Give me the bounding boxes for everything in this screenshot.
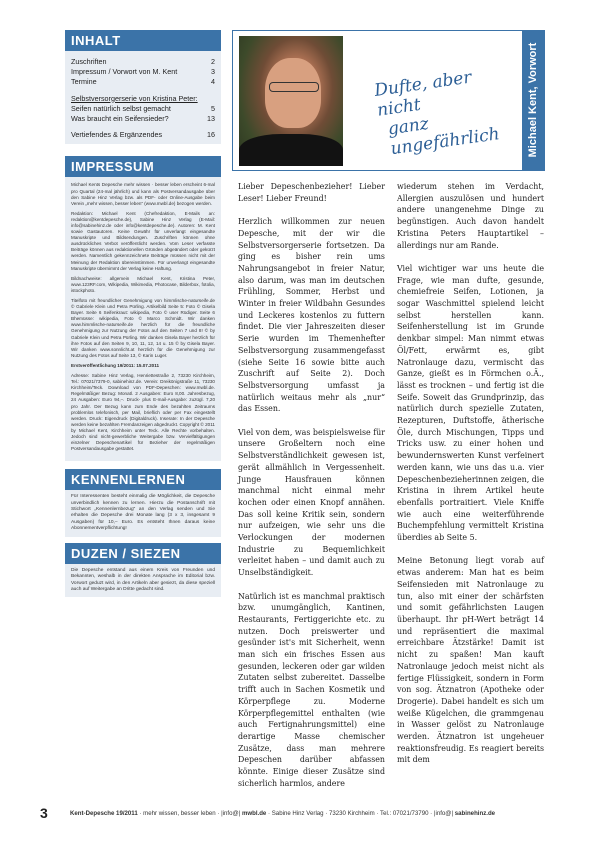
header-box [232,30,545,171]
impressum-body [65,177,221,461]
duzen-body: Die Depesche entstand aus einem Kreis von Freunden und Bekannten, weshalb in der direkten Ansprache im Editorial bzw. Vorwort geduzt wird, in den Artikeln aber gesiezt, da diese speziell auch auf Weitergabe an Dritte gedacht sind. [65,564,221,598]
duzen-heading: DUZEN / SIEZEN [65,543,221,564]
page-footer: Kent-Depesche 19/2011 · mehr wissen, besser leben · |info@| mwbl.de · Sabine Hinz Verlag · 73230 Kirchheim · Tel.: 07021/73790 · |info@| sabinehinz.de [70,810,496,817]
impressum-paragraph: Adresse: Sabine Hinz Verlag, Henriettestraße 2, 73230 Kirchheim, Tel.: 07021/7379-0, sabinehinz.de. Verein: Dreikönigstraße 11, 73230 Kirchheim/Teck. Download von PDF-Depeschen: www.mwbl.de. Regelmäßiger Bezug: Monatl. 2 Ausgaben: Euro 8,00. Jahresbezug, 24 Ausgaben: Euro 94,–. Druck- plus E-mail-Ausgabe: zuzügl. 7,20 pro Jahr. Der Bezug kann zum Ende des bezahlten Zeitraums problemlos telefonisch, per Mail, brieflich oder per Fax eingestellt werden. Druck: Eigendruck (Digitaldruck). Inserate: In der Depesche werden keine bezahlten Fremdanzeigen abgedruckt. Copyright © 2011 by Michael Kent, Kirchheim unter Teck. Alle Rechte vorbehalten. Jedoch sind nicht-gewerbliche Weitergabe bzw. Vervielfältigungen einzelner Depeschenartikel für Bezieher der regelmäßigen Postversandausgabe gestattet. [71,373,215,452]
body-paragraph: Herzlich willkommen zur neuen Depesche, mit der wir die Selbstversorgerserie fortsetzen. Da ging es bisher rein ums Nahrungsangebot in freier Natur, also darum, was man im deutschen Frühling, Sommer, Herbst und Winter in freier Wildbahn Gesundes und Leckeres kostenlos zu futtern findet. Die vier Jahreszeiten dieser Serie wurden im Themenhefter Selbstversorgung zusammengefasst (siehe Seite 16 sowie bitte auch Zuschrift auf Seite 2). Doch Selbstversorgung umfasst ja natürlich weitaus mehr als „nur“ das Essen. [238,217,385,414]
impressum-paragraph: Erstveröffentlichung 19/2011: 15.07.2011 [71,362,160,368]
footer-link-sabinehinz[interactable]: sabinehinz.de [454,810,496,817]
impressum-paragraph: Redaktion: Michael Kent (Chefredaktion, E-Mails an: redaktion@kentdepesche.de), Sabine Hinz Verlag (E-Mail: info@sabinehinz.de oder info@kentdepesche.de). Autoren: M. Kent sowie Gastautoren. Keine Gewähr für unverlangt eingesandte Manuskripte und Bildsendungen. Zuschriften können ohne ausdrückliches Verbot veröffentlicht werden. Vom Leser verfasste Beiträge können aus redaktionellen Gründen abgeändert oder gekürzt werden. Namentlich gekennzeichnete Beiträge müssen nicht mit der Meinung der Redaktion übereinstimmen. Für unverlangt eingesandte Manuskripte übernimmt der Verlag keine Haftung. [71,210,215,271]
toc-row[interactable]: Zuschriften 2 [71,57,215,66]
kennenlernen-heading: KENNENLERNEN [65,469,221,490]
author-photo [239,36,343,166]
body-column-2 [397,181,544,778]
toc-row[interactable]: Vertiefendes & Ergänzendes 16 [71,130,215,140]
footer-link-mwbl[interactable]: mwbl.de [241,810,267,817]
body-paragraph: Lieber Depeschenbezieher! Lieber Leser! Lieber Freund! [238,182,385,203]
kennenlernen-body: Für Interessenten besteht einmalig die Möglichkeit, die Depesche unverbindlich kennen zu lernen. Hierzu die Postanschrift mit Stichwort „Kennenlernbezug“ an den Verlag senden und Sie erhalten die Depesche drei Monate lang (3 x 3, insgesamt 9 Ausgaben) für 10,– Euro. Es entsteht Ihnen daraus keine Abonnementverpflichtung! [65,490,221,536]
body-paragraph: Natürlich ist es manchmal praktisch bzw. unumgänglich, Kantinen, Restaurants, Fertiggerichte etc. zu nutzen. Doch preiswerter und gesünder ist's mit Sicherheit, wenn man sich ein frisches Essen aus gesunden, leckeren oder gar wilden Zutaten selbst zubereitet. Dasselbe trifft auch in Sachen Kosmetik und Körperpflege zu. Moderne Körperpflegemittel enthalten (wie auch Fertignahrungsmittel) eine derartige Masse chemischer Zusätze, dass man mehrere Depeschen darüber abfassen könnte. Einige dieser Zusätze sind sicherlich harmlos, andere [238,591,385,788]
page-number: 3 [40,805,48,821]
body-paragraph: Viel wichtiger war uns heute die Frage, wie man dufte, gesunde, chemiefreie Seifen, Lotionen, ja sogar Waschmittel spielend leicht selbst herstellen kann. Seifenherstellung ist im Grunde denkbar simpel: Man nimmt etwas Öl/Fett, erwärmt es, gibt Natronlauge dazu, vermischt das Ganze, gießt es in Förmchen o.Ä., lässt es trocknen – und fertig ist die Seife. Soweit das Grundprinzip, das natürlich durch spezielle Zutaten, Rezepturen, Duftstoffe, ätherische Öle, durch Mischungen, Tipps und Tricks usw. zu einer hohen und bewundernswerten Kunst verfeinert werden kann, wie uns das u.a. vier Depeschenbezieherinnen zeigen, die Kristina in ihrem Artikel heute ebenfalls portraitiert. Viele Kniffe wie auch eine weiterführende Buchempfehlung vermittelt Kristina überdies ab Seite 5. [397,263,544,543]
toc-row[interactable]: Termine 4 [71,77,215,87]
toc-row[interactable]: Seifen natürlich selbst gemacht 5 [71,103,215,113]
impressum-heading: IMPRESSUM [65,156,221,177]
impressum-paragraph: Michael Kents Depesche mehr wissen · besser leben erscheint 6-mal pro Quartal (24-mal jährlich) und kann als Postversandausgabe über den Sabine Hinz Verlag bzw. als PDF- oder Online-Ausgabe beim Verein „mehr wissen, besser leben“ (www.mwbl.de) bezogen werden. [71,182,215,206]
impressum-paragraph: Titelfoto mit freundlicher Genehmigung von himmlische-naturseife.de © Gabriele Klein und Petra Pürling. Artikelbild Seite 5: Foto © Gisela Bayer. Seite 6 Seifenkraut: wikipedia, Foto © user Rüdiger. Seite 6 Bhemüsse: wikipedia, Foto © Marco Schmidt. Wir danken www.himmlische-naturseife.de herzlich für die freundliche Genehmigung zur Nutzung der Fotos auf den Seiten 7 und 8! © by Gabriele Klein und Petra Pürling. Wir danken Gisela Bayer herzlich für ihre Fotos auf den Seiten 9, 10, 11, 12, 14 u. 15 © by Gisela Bayer. Wir danken www.sonnlicht.at herzlich für die Genehmigung zur Nutzung des Fotos auf Seite 13, © Karin Luger. [71,298,215,358]
vertical-title: Michael Kent, Vorwort [527,42,539,158]
body-paragraph: Viel von dem, was beispielsweise für unsere Großeltern noch eine Selbstverständlichkeit gewesen ist, gerät allmählich in Vergessenheit. Junge Hausfrauen können manchmal nicht einmal mehr kochen oder einen Knopf annähen. Das soll keine Kritik sein, sondern nur aufzeigen, wie sehr uns die Verlockungen der modernen Industrie zu Bequemlichkeit verleitet haben – und damit auch zu Unselbständigkeit. [238,427,385,578]
table-of-contents [65,51,221,144]
body-column-1 [238,181,385,801]
body-paragraph: Meine Betonung liegt vorab auf etwas anderem: Man hat es beim Seifensieden mit Natronlauge zu tun, also mit einer der schärfsten und somit gefährlichsten Laugen überhaupt. Ihr pH-Wert beträgt 14 und repräsentiert die maximal erreichbare Ätzstärke! Damit ist nicht zu spaßen! Man kauft Natronlauge jedoch meist nicht als fertige Flüssigkeit, sondern in Form von sog. Ätznatron (Apotheke oder Drogerie). Dabei handelt es sich um weiße Kügelchen, die grammgenau in Wasser gelöst zu Natronlauge werden. Ätznatron ist ungeheuer reaktionsfreudig. Es reagiert bereits mit dem [397,556,544,765]
inhalt-heading: INHALT [65,30,221,51]
vertical-title-band [522,31,544,170]
impressum-paragraph: Bildnachweise: allgemein Michael Kent, Kristina Peter, www.123RF.com, Wikipedia, Wikimedia, Photocase, Bilderbox, fotolia, istockphoto. [71,275,215,293]
toc-row[interactable]: Impressum / Vorwort von M. Kent 3 [71,67,215,77]
toc-series-label: Selbstversorgerserie von Kristina Peter: [71,93,198,103]
sidebar [65,30,221,816]
tagline: Dufte, aber nicht ganz ungefährlich [373,67,501,160]
toc-row[interactable]: Was braucht ein Seifensieder? 13 [71,114,215,124]
body-paragraph: wiederum stehen im Verdacht, Allergien auszulösen und hundert andere unangenehme Dinge zu begünstigen. Auch davon handelt Kristina Peters Hauptartikel – allerdings nur am Rande. [397,182,544,250]
